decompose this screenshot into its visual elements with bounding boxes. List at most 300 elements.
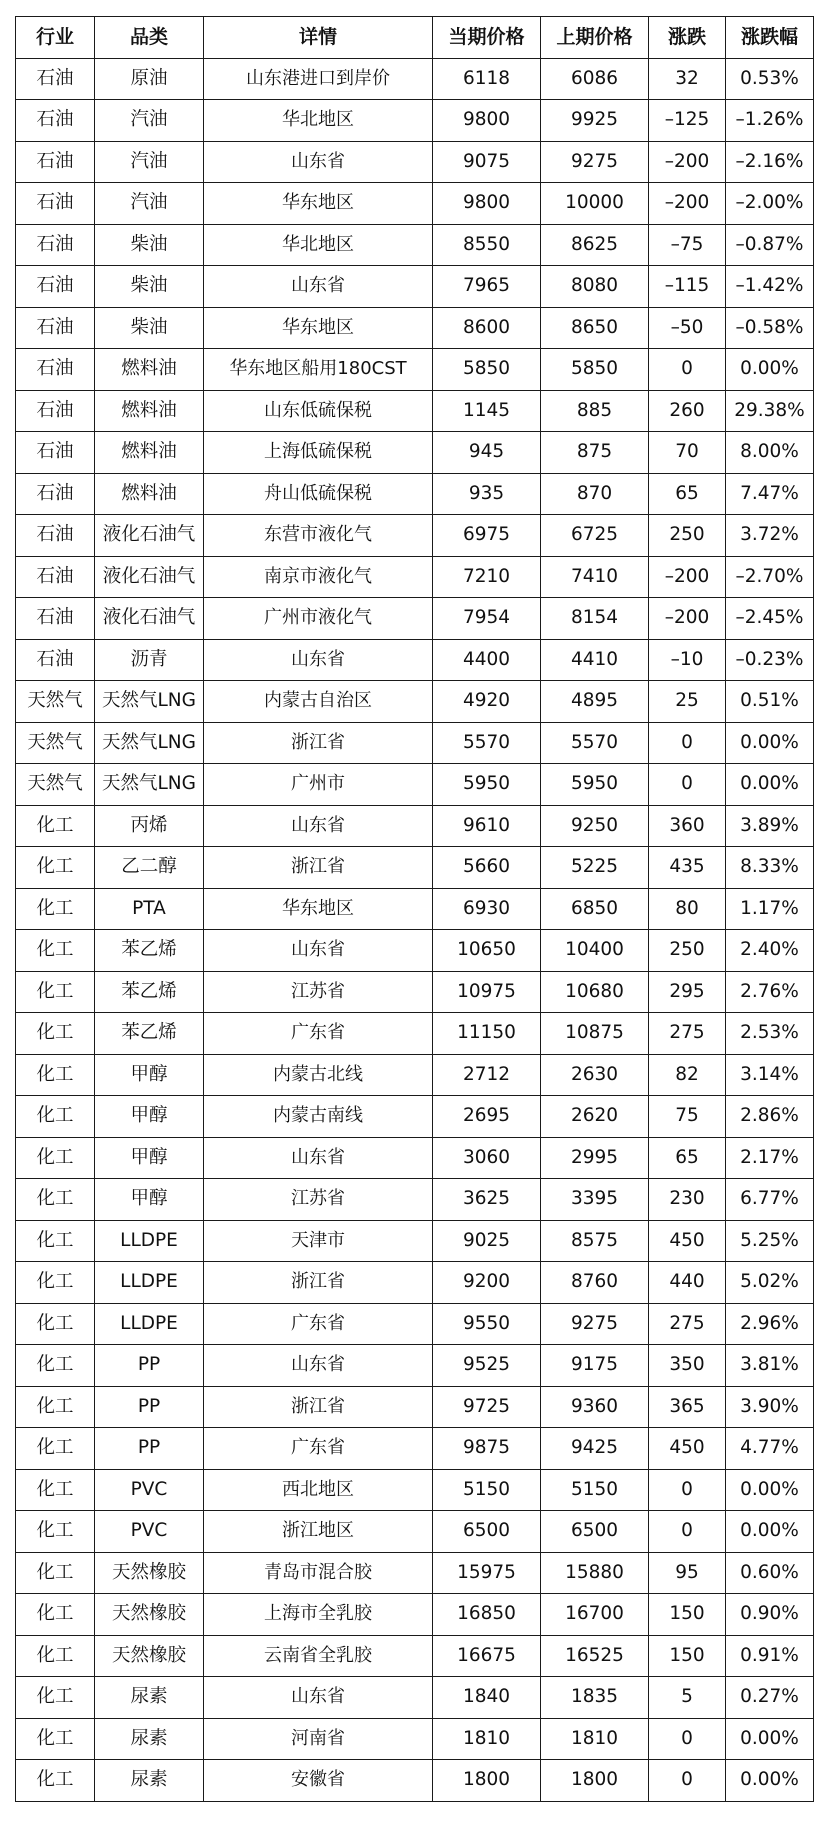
cell-change: 295 [649, 971, 726, 1013]
cell-category: 苯乙烯 [95, 930, 204, 972]
table-row [16, 639, 814, 681]
cell-category: 天然气LNG [95, 722, 204, 764]
cell-detail: 青岛市混合胶 [204, 1552, 433, 1594]
cell-current-price: 1145 [433, 390, 541, 432]
cell-change: 75 [649, 1096, 726, 1138]
cell-change-pct: 0.00% [726, 764, 814, 806]
cell-change: 440 [649, 1262, 726, 1304]
cell-current-price: 5850 [433, 349, 541, 391]
cell-current-price: 15975 [433, 1552, 541, 1594]
cell-industry: 石油 [16, 224, 95, 266]
cell-previous-price: 16525 [541, 1635, 649, 1677]
cell-category: 甲醇 [95, 1179, 204, 1221]
cell-change: 275 [649, 1013, 726, 1055]
cell-industry: 化工 [16, 1552, 95, 1594]
cell-change: 450 [649, 1428, 726, 1470]
cell-change: –200 [649, 183, 726, 225]
cell-detail: 华北地区 [204, 100, 433, 142]
cell-category: 天然橡胶 [95, 1635, 204, 1677]
cell-current-price: 11150 [433, 1013, 541, 1055]
cell-current-price: 9610 [433, 805, 541, 847]
table-row [16, 681, 814, 723]
cell-change: 250 [649, 930, 726, 972]
cell-current-price: 9725 [433, 1386, 541, 1428]
cell-change-pct: 0.00% [726, 722, 814, 764]
cell-previous-price: 1810 [541, 1718, 649, 1760]
cell-current-price: 8600 [433, 307, 541, 349]
table-header [16, 17, 814, 59]
table-row [16, 1137, 814, 1179]
cell-industry: 化工 [16, 1677, 95, 1719]
cell-previous-price: 16700 [541, 1594, 649, 1636]
cell-industry: 石油 [16, 432, 95, 474]
cell-current-price: 3625 [433, 1179, 541, 1221]
cell-change-pct: 2.40% [726, 930, 814, 972]
cell-current-price: 6930 [433, 888, 541, 930]
table-row [16, 1760, 814, 1802]
cell-previous-price: 4410 [541, 639, 649, 681]
price-table [15, 16, 814, 1802]
cell-previous-price: 5150 [541, 1469, 649, 1511]
cell-category: PTA [95, 888, 204, 930]
cell-change: 70 [649, 432, 726, 474]
cell-change-pct: 0.53% [726, 58, 814, 100]
cell-previous-price: 2620 [541, 1096, 649, 1138]
cell-category: 乙二醇 [95, 847, 204, 889]
cell-current-price: 9025 [433, 1220, 541, 1262]
cell-change-pct: 3.81% [726, 1345, 814, 1387]
table-row [16, 1303, 814, 1345]
table-row [16, 930, 814, 972]
cell-change-pct: –1.26% [726, 100, 814, 142]
cell-detail: 内蒙古南线 [204, 1096, 433, 1138]
cell-change: 360 [649, 805, 726, 847]
cell-change: 65 [649, 473, 726, 515]
cell-industry: 石油 [16, 266, 95, 308]
cell-industry: 石油 [16, 58, 95, 100]
cell-change: 65 [649, 1137, 726, 1179]
cell-current-price: 9550 [433, 1303, 541, 1345]
cell-current-price: 9800 [433, 183, 541, 225]
cell-detail: 山东低硫保税 [204, 390, 433, 432]
cell-previous-price: 8080 [541, 266, 649, 308]
cell-current-price: 7965 [433, 266, 541, 308]
cell-previous-price: 9275 [541, 141, 649, 183]
cell-previous-price: 7410 [541, 556, 649, 598]
cell-category: 汽油 [95, 183, 204, 225]
table-row [16, 1428, 814, 1470]
table-row [16, 1013, 814, 1055]
cell-detail: 华东地区 [204, 888, 433, 930]
cell-change-pct: 3.89% [726, 805, 814, 847]
table-row [16, 598, 814, 640]
cell-previous-price: 5850 [541, 349, 649, 391]
table-row [16, 1635, 814, 1677]
cell-industry: 化工 [16, 971, 95, 1013]
cell-change-pct: 3.72% [726, 515, 814, 557]
cell-change: 95 [649, 1552, 726, 1594]
cell-change-pct: 0.00% [726, 1760, 814, 1802]
header-previous-price: 上期价格 [541, 17, 649, 59]
cell-category: 尿素 [95, 1718, 204, 1760]
cell-change-pct: 2.86% [726, 1096, 814, 1138]
cell-current-price: 2712 [433, 1054, 541, 1096]
cell-current-price: 5570 [433, 722, 541, 764]
cell-current-price: 8550 [433, 224, 541, 266]
cell-previous-price: 9425 [541, 1428, 649, 1470]
cell-change-pct: 0.00% [726, 1511, 814, 1553]
cell-industry: 石油 [16, 639, 95, 681]
cell-previous-price: 1835 [541, 1677, 649, 1719]
table-row [16, 100, 814, 142]
cell-category: 甲醇 [95, 1137, 204, 1179]
cell-detail: 华北地区 [204, 224, 433, 266]
cell-detail: 山东省 [204, 141, 433, 183]
cell-category: 尿素 [95, 1677, 204, 1719]
table-row [16, 224, 814, 266]
cell-industry: 化工 [16, 805, 95, 847]
cell-current-price: 4400 [433, 639, 541, 681]
cell-change: 0 [649, 1760, 726, 1802]
cell-category: PVC [95, 1469, 204, 1511]
cell-category: LLDPE [95, 1303, 204, 1345]
cell-category: 液化石油气 [95, 598, 204, 640]
table-row [16, 805, 814, 847]
cell-change: 32 [649, 58, 726, 100]
cell-change-pct: –0.23% [726, 639, 814, 681]
header-change: 涨跌 [649, 17, 726, 59]
cell-previous-price: 5225 [541, 847, 649, 889]
cell-change-pct: 0.51% [726, 681, 814, 723]
cell-current-price: 9525 [433, 1345, 541, 1387]
cell-industry: 石油 [16, 473, 95, 515]
cell-change-pct: 6.77% [726, 1179, 814, 1221]
cell-change: 150 [649, 1635, 726, 1677]
cell-change-pct: –2.16% [726, 141, 814, 183]
cell-previous-price: 870 [541, 473, 649, 515]
cell-category: 柴油 [95, 266, 204, 308]
cell-change: 0 [649, 349, 726, 391]
cell-change: –50 [649, 307, 726, 349]
cell-category: PP [95, 1428, 204, 1470]
cell-detail: 浙江省 [204, 847, 433, 889]
cell-category: 丙烯 [95, 805, 204, 847]
cell-industry: 石油 [16, 100, 95, 142]
cell-previous-price: 10680 [541, 971, 649, 1013]
cell-industry: 石油 [16, 183, 95, 225]
cell-category: 液化石油气 [95, 515, 204, 557]
cell-current-price: 2695 [433, 1096, 541, 1138]
header-row [16, 17, 814, 59]
cell-industry: 化工 [16, 1303, 95, 1345]
cell-change-pct: 3.14% [726, 1054, 814, 1096]
cell-previous-price: 875 [541, 432, 649, 474]
cell-change-pct: 0.00% [726, 349, 814, 391]
cell-industry: 天然气 [16, 681, 95, 723]
cell-category: 燃料油 [95, 473, 204, 515]
cell-category: 燃料油 [95, 390, 204, 432]
cell-industry: 化工 [16, 1096, 95, 1138]
cell-industry: 化工 [16, 1220, 95, 1262]
cell-detail: 上海市全乳胶 [204, 1594, 433, 1636]
cell-detail: 山东省 [204, 1677, 433, 1719]
cell-change: 450 [649, 1220, 726, 1262]
table-row [16, 58, 814, 100]
cell-detail: 安徽省 [204, 1760, 433, 1802]
cell-current-price: 6500 [433, 1511, 541, 1553]
cell-change: 0 [649, 722, 726, 764]
cell-previous-price: 4895 [541, 681, 649, 723]
cell-detail: 华东地区 [204, 307, 433, 349]
cell-current-price: 7954 [433, 598, 541, 640]
cell-detail: 山东省 [204, 930, 433, 972]
cell-current-price: 7210 [433, 556, 541, 598]
cell-detail: 浙江省 [204, 722, 433, 764]
cell-category: 燃料油 [95, 432, 204, 474]
table-row [16, 307, 814, 349]
cell-previous-price: 8650 [541, 307, 649, 349]
cell-industry: 化工 [16, 1718, 95, 1760]
cell-detail: 广州市液化气 [204, 598, 433, 640]
table-row [16, 1179, 814, 1221]
cell-detail: 山东省 [204, 266, 433, 308]
cell-current-price: 10650 [433, 930, 541, 972]
cell-industry: 化工 [16, 1635, 95, 1677]
cell-category: 甲醇 [95, 1096, 204, 1138]
cell-industry: 石油 [16, 390, 95, 432]
cell-category: 甲醇 [95, 1054, 204, 1096]
table-row [16, 1677, 814, 1719]
cell-change-pct: 0.00% [726, 1469, 814, 1511]
cell-change: 0 [649, 1511, 726, 1553]
cell-change-pct: 0.91% [726, 1635, 814, 1677]
cell-change: –200 [649, 141, 726, 183]
table-row [16, 971, 814, 1013]
cell-previous-price: 6086 [541, 58, 649, 100]
cell-change: 80 [649, 888, 726, 930]
cell-change-pct: 2.53% [726, 1013, 814, 1055]
cell-change-pct: 0.90% [726, 1594, 814, 1636]
cell-industry: 石油 [16, 349, 95, 391]
cell-industry: 化工 [16, 1511, 95, 1553]
cell-current-price: 1840 [433, 1677, 541, 1719]
table-row [16, 1469, 814, 1511]
cell-previous-price: 6725 [541, 515, 649, 557]
table-row [16, 556, 814, 598]
cell-previous-price: 10875 [541, 1013, 649, 1055]
cell-change: –115 [649, 266, 726, 308]
cell-change-pct: 7.47% [726, 473, 814, 515]
table-row [16, 1054, 814, 1096]
cell-previous-price: 1800 [541, 1760, 649, 1802]
cell-category: PP [95, 1386, 204, 1428]
cell-detail: 广东省 [204, 1013, 433, 1055]
cell-current-price: 945 [433, 432, 541, 474]
table-body [16, 58, 814, 1801]
cell-change: –75 [649, 224, 726, 266]
cell-industry: 天然气 [16, 764, 95, 806]
cell-industry: 化工 [16, 888, 95, 930]
header-category: 品类 [95, 17, 204, 59]
cell-change-pct: 2.76% [726, 971, 814, 1013]
cell-change-pct: 5.25% [726, 1220, 814, 1262]
cell-change-pct: 1.17% [726, 888, 814, 930]
cell-category: 汽油 [95, 141, 204, 183]
table-row [16, 1262, 814, 1304]
cell-industry: 石油 [16, 598, 95, 640]
cell-detail: 南京市液化气 [204, 556, 433, 598]
cell-previous-price: 9360 [541, 1386, 649, 1428]
cell-detail: 江苏省 [204, 971, 433, 1013]
cell-previous-price: 8575 [541, 1220, 649, 1262]
cell-change: 82 [649, 1054, 726, 1096]
table-row [16, 266, 814, 308]
cell-detail: 浙江地区 [204, 1511, 433, 1553]
cell-change: 5 [649, 1677, 726, 1719]
cell-industry: 化工 [16, 1469, 95, 1511]
cell-industry: 化工 [16, 1013, 95, 1055]
cell-previous-price: 9175 [541, 1345, 649, 1387]
cell-current-price: 9075 [433, 141, 541, 183]
cell-change: 435 [649, 847, 726, 889]
cell-current-price: 5950 [433, 764, 541, 806]
cell-change: –125 [649, 100, 726, 142]
table-row [16, 1386, 814, 1428]
cell-change: –200 [649, 598, 726, 640]
cell-previous-price: 9925 [541, 100, 649, 142]
table-row [16, 1594, 814, 1636]
cell-detail: 广东省 [204, 1303, 433, 1345]
cell-change: 0 [649, 1718, 726, 1760]
cell-current-price: 1800 [433, 1760, 541, 1802]
cell-change-pct: –2.45% [726, 598, 814, 640]
cell-category: 天然橡胶 [95, 1594, 204, 1636]
header-change-pct: 涨跌幅 [726, 17, 814, 59]
cell-previous-price: 10000 [541, 183, 649, 225]
cell-detail: 山东省 [204, 1137, 433, 1179]
table-row [16, 473, 814, 515]
cell-previous-price: 6500 [541, 1511, 649, 1553]
cell-change: 365 [649, 1386, 726, 1428]
cell-detail: 广州市 [204, 764, 433, 806]
table-row [16, 432, 814, 474]
cell-previous-price: 9250 [541, 805, 649, 847]
cell-industry: 化工 [16, 1054, 95, 1096]
cell-industry: 石油 [16, 556, 95, 598]
cell-industry: 石油 [16, 141, 95, 183]
cell-change-pct: 2.17% [726, 1137, 814, 1179]
cell-category: 苯乙烯 [95, 1013, 204, 1055]
cell-previous-price: 9275 [541, 1303, 649, 1345]
cell-change-pct: –1.42% [726, 266, 814, 308]
cell-current-price: 6118 [433, 58, 541, 100]
cell-change: 250 [649, 515, 726, 557]
cell-detail: 西北地区 [204, 1469, 433, 1511]
table-row [16, 1552, 814, 1594]
header-industry: 行业 [16, 17, 95, 59]
cell-previous-price: 10400 [541, 930, 649, 972]
cell-previous-price: 6850 [541, 888, 649, 930]
cell-change-pct: 4.77% [726, 1428, 814, 1470]
cell-industry: 化工 [16, 1760, 95, 1802]
cell-category: 苯乙烯 [95, 971, 204, 1013]
cell-current-price: 1810 [433, 1718, 541, 1760]
cell-change-pct: 0.00% [726, 1718, 814, 1760]
cell-change-pct: 8.00% [726, 432, 814, 474]
cell-category: 沥青 [95, 639, 204, 681]
cell-detail: 江苏省 [204, 1179, 433, 1221]
table-row [16, 1718, 814, 1760]
cell-category: 原油 [95, 58, 204, 100]
cell-category: LLDPE [95, 1262, 204, 1304]
cell-detail: 河南省 [204, 1718, 433, 1760]
cell-industry: 化工 [16, 1137, 95, 1179]
table-row [16, 1511, 814, 1553]
cell-change: 350 [649, 1345, 726, 1387]
cell-current-price: 9875 [433, 1428, 541, 1470]
cell-change: 260 [649, 390, 726, 432]
cell-current-price: 6975 [433, 515, 541, 557]
cell-industry: 石油 [16, 515, 95, 557]
cell-change-pct: 8.33% [726, 847, 814, 889]
table-row [16, 349, 814, 391]
cell-detail: 华东地区 [204, 183, 433, 225]
cell-category: 汽油 [95, 100, 204, 142]
table-row [16, 722, 814, 764]
table-row [16, 1220, 814, 1262]
table-row [16, 847, 814, 889]
cell-industry: 化工 [16, 1262, 95, 1304]
cell-industry: 化工 [16, 1345, 95, 1387]
cell-change: 25 [649, 681, 726, 723]
cell-detail: 浙江省 [204, 1262, 433, 1304]
cell-change-pct: –0.58% [726, 307, 814, 349]
cell-industry: 化工 [16, 1594, 95, 1636]
cell-detail: 山东港进口到岸价 [204, 58, 433, 100]
cell-category: 天然气LNG [95, 764, 204, 806]
cell-detail: 山东省 [204, 805, 433, 847]
table-row [16, 1345, 814, 1387]
cell-category: 天然橡胶 [95, 1552, 204, 1594]
cell-industry: 化工 [16, 930, 95, 972]
cell-detail: 广东省 [204, 1428, 433, 1470]
cell-detail: 东营市液化气 [204, 515, 433, 557]
cell-current-price: 4920 [433, 681, 541, 723]
cell-previous-price: 15880 [541, 1552, 649, 1594]
cell-detail: 浙江省 [204, 1386, 433, 1428]
table-row [16, 888, 814, 930]
cell-category: LLDPE [95, 1220, 204, 1262]
cell-category: PP [95, 1345, 204, 1387]
cell-change: –10 [649, 639, 726, 681]
cell-change-pct: –2.00% [726, 183, 814, 225]
cell-change-pct: –0.87% [726, 224, 814, 266]
table-row [16, 764, 814, 806]
cell-category: 天然气LNG [95, 681, 204, 723]
table-row [16, 515, 814, 557]
cell-category: 柴油 [95, 224, 204, 266]
header-detail: 详情 [204, 17, 433, 59]
cell-current-price: 5150 [433, 1469, 541, 1511]
cell-detail: 华东地区船用180CST [204, 349, 433, 391]
cell-change: 275 [649, 1303, 726, 1345]
cell-previous-price: 2995 [541, 1137, 649, 1179]
cell-detail: 山东省 [204, 1345, 433, 1387]
cell-change-pct: 3.90% [726, 1386, 814, 1428]
cell-change: 230 [649, 1179, 726, 1221]
cell-detail: 内蒙古自治区 [204, 681, 433, 723]
cell-industry: 石油 [16, 307, 95, 349]
